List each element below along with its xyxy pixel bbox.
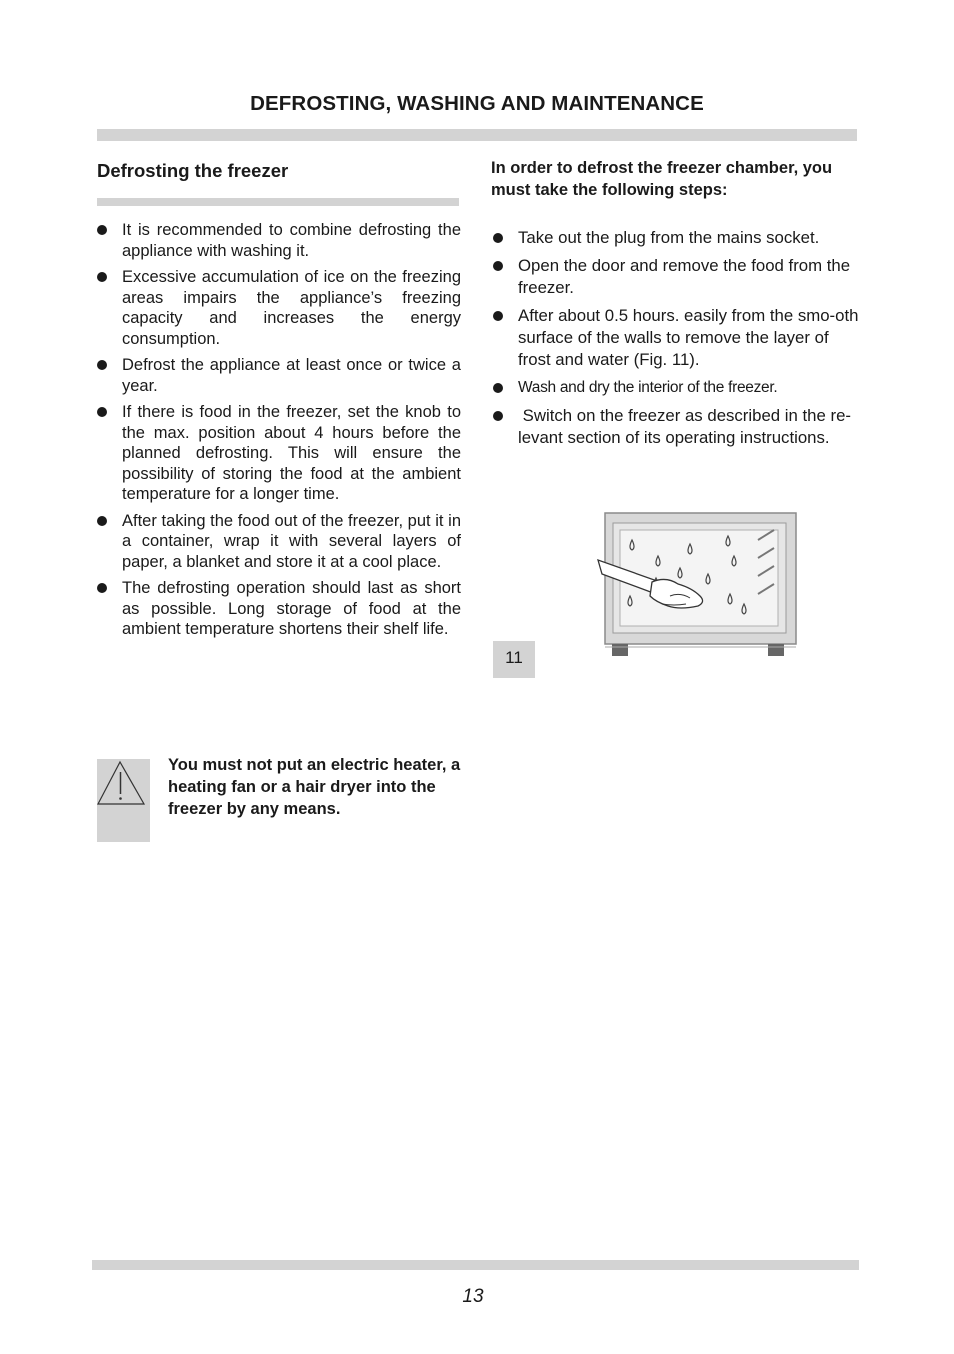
list-item: After about 0.5 hours. easily from the smo-oth surface of the walls to remove the layer of frost and water (Fig. 11).: [493, 305, 859, 371]
list-item: Switch on the freezer as described in the re-levant section of its operating instructions.: [493, 405, 859, 449]
section-divider: [97, 198, 459, 206]
bullet-icon: [97, 225, 107, 235]
warning-text: You must not put an electric heater, a heating fan or a hair dryer into the freezer by any means.: [168, 756, 461, 818]
bullet-icon: [493, 261, 503, 271]
defrost-steps-list: [493, 227, 859, 455]
list-item: Defrost the appliance at least once or twice a year.: [97, 355, 461, 396]
list-item: Excessive accumulation of ice on the freezing areas impairs the appliance’s freezing capacity and increases the energy consumption.: [97, 267, 461, 349]
list-item: Wash and dry the interior of the freezer.: [493, 377, 859, 399]
list-item: After taking the food out of the freezer, put it in a container, wrap it with several layers of paper, a blanket and store it at a cool place.: [97, 511, 461, 573]
warning-triangle-icon: [97, 759, 150, 842]
bullet-icon: [97, 360, 107, 370]
footer-divider: [92, 1260, 859, 1270]
bullet-icon: [493, 233, 503, 243]
list-item: If there is food in the freezer, set the knob to the max. position about 4 hours before the planned defrosting. This will ensure the possibility of storing the food at the ambient temperature for a longer time.: [97, 402, 461, 505]
title-divider: [97, 129, 857, 141]
bullet-icon: [97, 407, 107, 417]
warning-icon-box: [97, 759, 150, 842]
figure-number: 11: [505, 648, 523, 667]
bullet-icon: [97, 272, 107, 282]
list-item: The defrosting operation should last as short as possible. Long storage of food at the ambient temperature shortens their shelf life.: [97, 578, 461, 640]
bullet-icon: [97, 583, 107, 593]
list-item: Take out the plug from the mains socket.: [493, 227, 859, 249]
steps-intro: In order to defrost the freezer chamber, you must take the following steps:: [491, 159, 833, 199]
list-item: Open the door and remove the food from the freezer.: [493, 255, 859, 299]
section-heading: Defrosting the freezer: [97, 160, 289, 181]
recommendations-list: [97, 220, 461, 646]
bullet-icon: [493, 383, 503, 393]
bullet-icon: [493, 411, 503, 421]
figure-label-box: [493, 641, 535, 678]
bullet-icon: [493, 311, 503, 321]
list-item: It is recommended to combine defrosting the appliance with washing it.: [97, 220, 461, 261]
page-number: 13: [462, 1286, 484, 1307]
page-title: DEFROSTING, WASHING AND MAINTENANCE: [250, 92, 704, 115]
freezer-wiping-illustration: [596, 510, 800, 660]
bullet-icon: [97, 516, 107, 526]
